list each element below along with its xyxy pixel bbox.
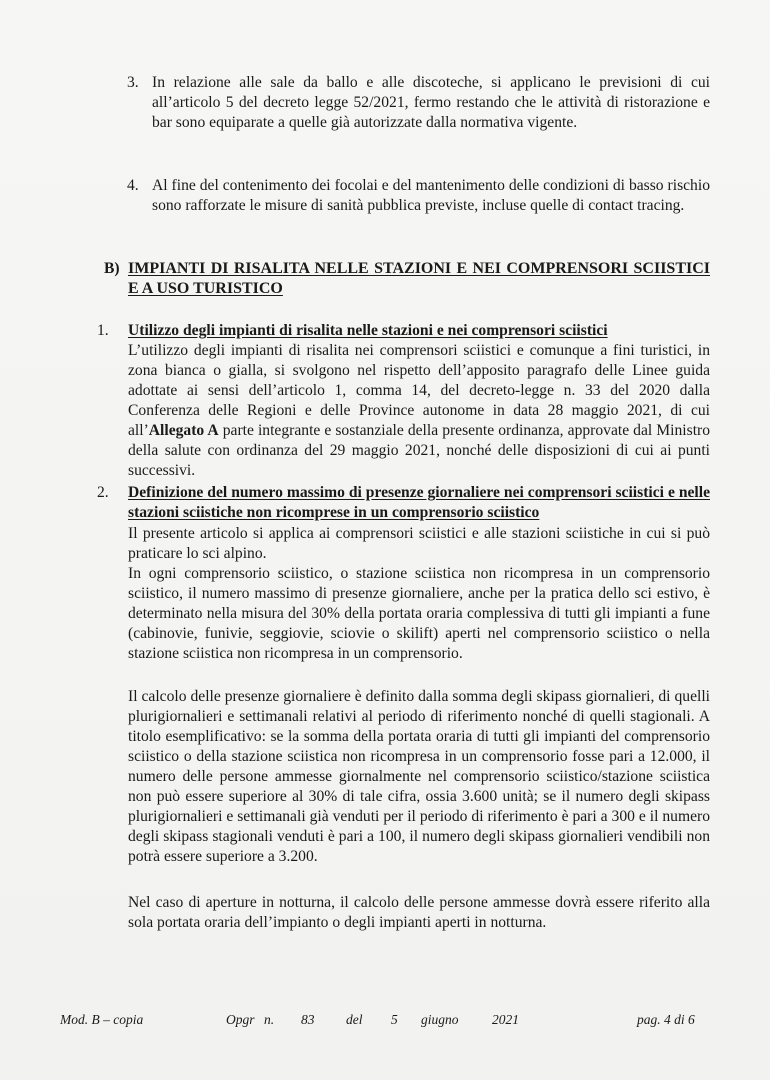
list-item-text: Al fine del contenimento dei focolai e del mantenimento delle condizioni di basso rischio sono rafforzate le misure di sanità pubblica previste, incluse quelle di contact tracing. xyxy=(152,177,710,214)
footer-del-label: del xyxy=(346,1012,363,1027)
paragraph: In ogni comprensorio sciistico, o stazione sciistica non ricompresa in un comprensorio sciistico, il numero massimo di presenze giornaliere, anche per la pratica dello sci estivo, è determinato nella misura del 30% della portata oraria complessiva di tutti gli impianti a fune (cabinovie, funivie, seggiovie, sciovie o skilift) aperti nel comprensorio sciistico o nella stazione sciistica non ricompresa in un comprensorio. xyxy=(128,565,710,662)
allegato-reference: Allegato A xyxy=(148,422,219,439)
list-item-text: In relazione alle sale da ballo e alle discoteche, si applicano le previsioni di cui all’articolo 5 del decreto legge 52/2021, fermo restando che le attività di ristorazione e bar sono equiparate a quelle già autorizzate dalla normativa vigente. xyxy=(152,74,710,131)
point-title: Utilizzo degli impianti di risalita nelle stazioni e nei comprensori sciistici xyxy=(128,322,608,339)
section-letter: B) xyxy=(104,260,120,277)
list-number: 3. xyxy=(127,74,139,91)
point-number: 2. xyxy=(97,484,109,501)
paragraph: Il presente articolo si applica ai comprensori sciistici e alle stazioni sciistiche in cui si può praticare lo sci alpino. xyxy=(128,525,710,562)
footer-n-label: n. xyxy=(264,1012,275,1027)
paragraph: Nel caso di aperture in notturna, il calcolo delle persone ammesse dovrà essere riferito alla sola portata oraria dell’impianto o degli impianti aperti in notturna. xyxy=(128,894,710,931)
list-number: 4. xyxy=(127,177,139,194)
footer-number: 83 xyxy=(301,1012,315,1027)
footer-month: giugno xyxy=(421,1012,459,1027)
footer-opgr-label: Opgr xyxy=(226,1012,255,1027)
footer-model: Mod. B – copia xyxy=(60,1012,144,1027)
footer-year: 2021 xyxy=(492,1012,519,1027)
paragraph: Il calcolo delle presenze giornaliere è definito dalla somma degli skipass giornalieri, di quelli plurigiornalieri e settimanali relativi al periodo di riferimento nonché di quelli stagionali. A titolo esemplificativo: se la somma della portata oraria di tutti gli impianti del comprensorio sciistico o della stazione sciistica non ricompresa in un comprensorio fosse pari a 12.000, il numero delle persone ammesse giornalmente nel comprensorio sciistico/stazione sciistica non può essere superiore al 30% di tale cifra, ossia 3.600 unità; se il numero degli skipass plurigiornalieri e settimanali già venduti per il periodo di riferimento è pari a 300 e il numero degli skipass stagionali venduti è pari a 100, il numero degli skipass giornalieri vendibili non potrà essere superiore a 3.200. xyxy=(128,688,710,865)
footer-day: 5 xyxy=(391,1012,398,1027)
point-number: 1. xyxy=(97,322,109,339)
section-heading: IMPIANTI DI RISALITA NELLE STAZIONI E NEI COMPRENSORI SCIISTICI E A USO TURISTICO xyxy=(128,260,710,297)
footer-page: pag. 4 di 6 xyxy=(637,1012,695,1027)
point-body: L’utilizzo degli impianti di risalita nei comprensori sciistici e comunque a fini turistici, in zona bianca o gialla, si svolgono nel rispetto dell’apposito paragrafo delle Linee guida adottate ai sensi dell’articolo 1, comma 14, del decreto-legge n. 33 del 2020 dalla Conferenza delle Regioni e delle Province autonome in data 28 maggio 2021, di cui all’Allegato A parte integrante e sostanziale della presente ordinanza, approvate dal Ministro della salute con ordinanza del 29 maggio 2021, nonché delle disposizioni di cui ai punti successivi. xyxy=(128,342,711,479)
point-title: Definizione del numero massimo di presenze giornaliere nei comprensori sciistici e nelle stazioni sciistiche non ricomprese in un comprensorio sciistico xyxy=(128,484,710,521)
